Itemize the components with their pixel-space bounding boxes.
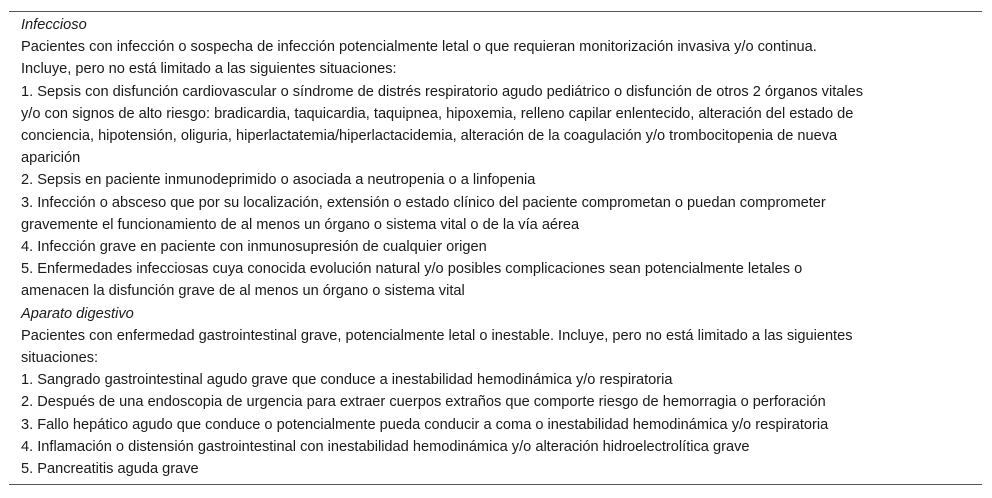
text-line: 1. Sepsis con disfunción cardiovascular o síndrome de distrés respiratorio agudo pediátrico o disfunción de otros 2 órganos vitales bbox=[21, 83, 864, 100]
section-heading: Infeccioso bbox=[21, 17, 87, 33]
criteria-table bbox=[9, 11, 982, 485]
text-line: 2. Después de una endoscopia de urgencia para extraer cuerpos extraños que comporte riesgo de hemorragia o perforación bbox=[21, 394, 826, 411]
text-line: Pacientes con enfermedad gastrointestinal grave, potencialmente letal o inestable. Incluye, pero no está limitado a las siguientes bbox=[21, 327, 853, 344]
text-line: 4. Infección grave en paciente con inmunosupresión de cualquier origen bbox=[21, 239, 487, 256]
text-line: 3. Fallo hepático agudo que conduce o potencialmente pueda conducir a coma o inestabilidad hemodinámica y/o respiratoria bbox=[21, 416, 829, 433]
text-line: situaciones: bbox=[21, 350, 99, 367]
section-aparato-digestivo bbox=[21, 303, 982, 481]
text-line: conciencia, hipotensión, oliguria, hiperlactatemia/hiperlactacidemia, alteración de la coagulación y/o trombocitopenia de nueva bbox=[21, 128, 838, 145]
text-line: gravemente el funcionamiento de al menos un órgano o sistema vital o de la vía aérea bbox=[21, 216, 580, 233]
text-line: amenacen la disfunción grave de al menos un órgano o sistema vital bbox=[21, 283, 465, 300]
text-line: aparición bbox=[21, 150, 81, 167]
text-line: 1. Sangrado gastrointestinal agudo grave que conduce a inestabilidad hemodinámica y/o respiratoria bbox=[21, 372, 673, 389]
text-line: 4. Inflamación o distensión gastrointestinal con inestabilidad hemodinámica y/o alteración hidroelectrolítica grave bbox=[21, 438, 750, 455]
text-line: Incluye, pero no está limitado a las siguientes situaciones: bbox=[21, 61, 397, 78]
text-line: Pacientes con infección o sospecha de infección potencialmente letal o que requieran monitorización invasiva y/o continua. bbox=[21, 39, 817, 56]
section-infeccioso bbox=[21, 14, 982, 303]
text-line: 3. Infección o absceso que por su localización, extensión o estado clínico del paciente comprometan o puedan comprometer bbox=[21, 194, 826, 211]
section-heading: Aparato digestivo bbox=[21, 305, 134, 322]
text-line: 2. Sepsis en paciente inmunodeprimido o asociada a neutropenia o a linfopenia bbox=[21, 172, 536, 189]
text-line: 5. Pancreatitis aguda grave bbox=[21, 461, 199, 478]
text-line: 5. Enfermedades infecciosas cuya conocida evolución natural y/o posibles complicaciones sean potencialmente letales o bbox=[21, 261, 803, 278]
text-line: y/o con signos de alto riesgo: bradicardia, taquicardia, taquipnea, hipoxemia, relleno capilar enlentecido, alteración del estado de bbox=[21, 105, 854, 122]
